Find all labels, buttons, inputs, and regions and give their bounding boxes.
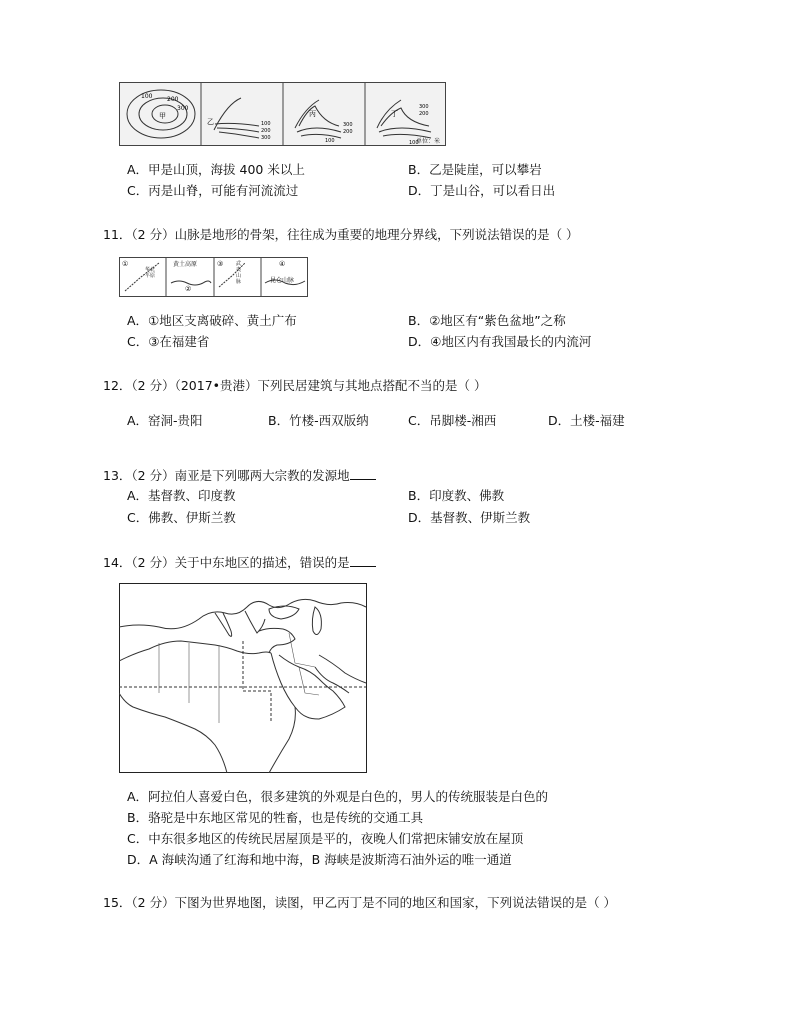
q10-label-bing: 丙 [309, 110, 316, 118]
q10-contour-figure [119, 82, 446, 146]
q10-label-p2-100: 100 [261, 121, 271, 127]
q13-stem-line [103, 467, 376, 484]
q10-label-p2-300: 300 [261, 135, 271, 141]
q11-mountain-figure [119, 257, 308, 297]
q11-panel2-label: 黄土高原 [173, 261, 198, 268]
q15-stem: 15．（2 分）下图为世界地图，读图，甲乙丙丁是不同的地区和国家，下列说法错误的是（ ） [103, 895, 617, 910]
q12-option-d[interactable]: D．土楼-福建 [548, 413, 625, 428]
q10-label-jia: 甲 [159, 112, 166, 120]
q12-option-c[interactable]: C．吊脚楼-湘西 [408, 413, 497, 428]
q10-option-d[interactable]: D．丁是山谷，可以看日出 [408, 183, 556, 198]
q14-stem: 14．（2 分）关于中东地区的描述，错误的是 [103, 555, 350, 570]
q13-option-a[interactable]: A．基督教、印度教 [127, 488, 236, 503]
q10-label-p3-300: 300 [343, 122, 353, 128]
q14-option-c[interactable]: C．中东很多地区的传统民居屋顶是平的，夜晚人们常把床铺安放在屋顶 [127, 831, 524, 846]
q10-label-p4-200: 200 [419, 111, 429, 117]
q13-option-b[interactable]: B．印度教、佛教 [408, 488, 505, 503]
q12-option-b[interactable]: B．竹楼-西双版纳 [268, 413, 369, 428]
q10-label-yi: 乙 [207, 118, 214, 126]
middle-east-map [119, 583, 367, 773]
q10-option-b[interactable]: B．乙是陡崖，可以攀岩 [408, 162, 542, 177]
q14-option-a[interactable]: A．阿拉伯人喜爱白色，很多建筑的外观是白色的，男人的传统服装是白色的 [127, 789, 549, 804]
q11-panel3-label: 武夷山脉 [236, 261, 242, 285]
q14-option-b[interactable]: B．骆驼是中东地区常见的牲畜，也是传统的交通工具 [127, 810, 424, 825]
q11-option-c[interactable]: C．③在福建省 [127, 334, 210, 349]
q13-stem: 13．（2 分）南亚是下列哪两大宗教的发源地 [103, 468, 350, 483]
q10-label-p2-200: 200 [261, 128, 271, 134]
q10-label-ding: 丁 [391, 110, 398, 118]
q10-unit-label: 单位：米 [416, 138, 441, 145]
q11-panel2-number: ② [185, 285, 192, 293]
q13-option-d[interactable]: D．基督教、伊斯兰教 [408, 510, 531, 525]
q10-label-p4-100: 100 [409, 140, 419, 146]
q14-option-d[interactable]: D．A 海峡沟通了红海和地中海，B 海峡是波斯湾石油外运的唯一通道 [127, 852, 512, 867]
q13-option-c[interactable]: C．佛教、伊斯兰教 [127, 510, 236, 525]
q10-option-c[interactable]: C．丙是山脊，可能有河流流过 [127, 183, 299, 198]
q10-label-p3-200: 200 [343, 129, 353, 135]
q11-option-a[interactable]: A．①地区支离破碎、黄土广布 [127, 313, 297, 328]
middle-east-map-svg [119, 583, 367, 773]
q12-stem: 12．（2 分）（2017•贵港）下列民居建筑与其地点搭配不当的是（ ） [103, 378, 487, 393]
q13-answer-blank[interactable] [350, 467, 376, 480]
q11-panel4-label: 昆仑山脉 [270, 277, 295, 284]
q10-label-p3-100: 100 [325, 138, 335, 144]
q14-stem-line [103, 554, 376, 571]
q10-option-a[interactable]: A．甲是山顶，海拔 400 米以上 [127, 162, 305, 177]
q10-contour-svg [119, 82, 446, 146]
q10-label-300: 300 [177, 105, 189, 112]
q14-answer-blank[interactable] [350, 554, 376, 567]
q11-panel1-label: 华北平原 [145, 267, 156, 279]
q11-panel4-number: ④ [279, 260, 286, 268]
q11-option-d[interactable]: D．④地区内有我国最长的内流河 [408, 334, 592, 349]
q12-option-a[interactable]: A．窑洞-贵阳 [127, 413, 203, 428]
q10-label-100: 100 [141, 93, 153, 100]
q11-panel3-number: ③ [217, 260, 224, 268]
q11-panel1-number: ① [122, 260, 129, 268]
q11-stem: 11．（2 分）山脉是地形的骨架，往往成为重要的地理分界线，下列说法错误的是（ ） [103, 227, 579, 242]
q11-option-b[interactable]: B．②地区有“紫色盆地”之称 [408, 313, 566, 328]
q10-label-200: 200 [167, 96, 179, 103]
q10-label-p4-300: 300 [419, 104, 429, 110]
